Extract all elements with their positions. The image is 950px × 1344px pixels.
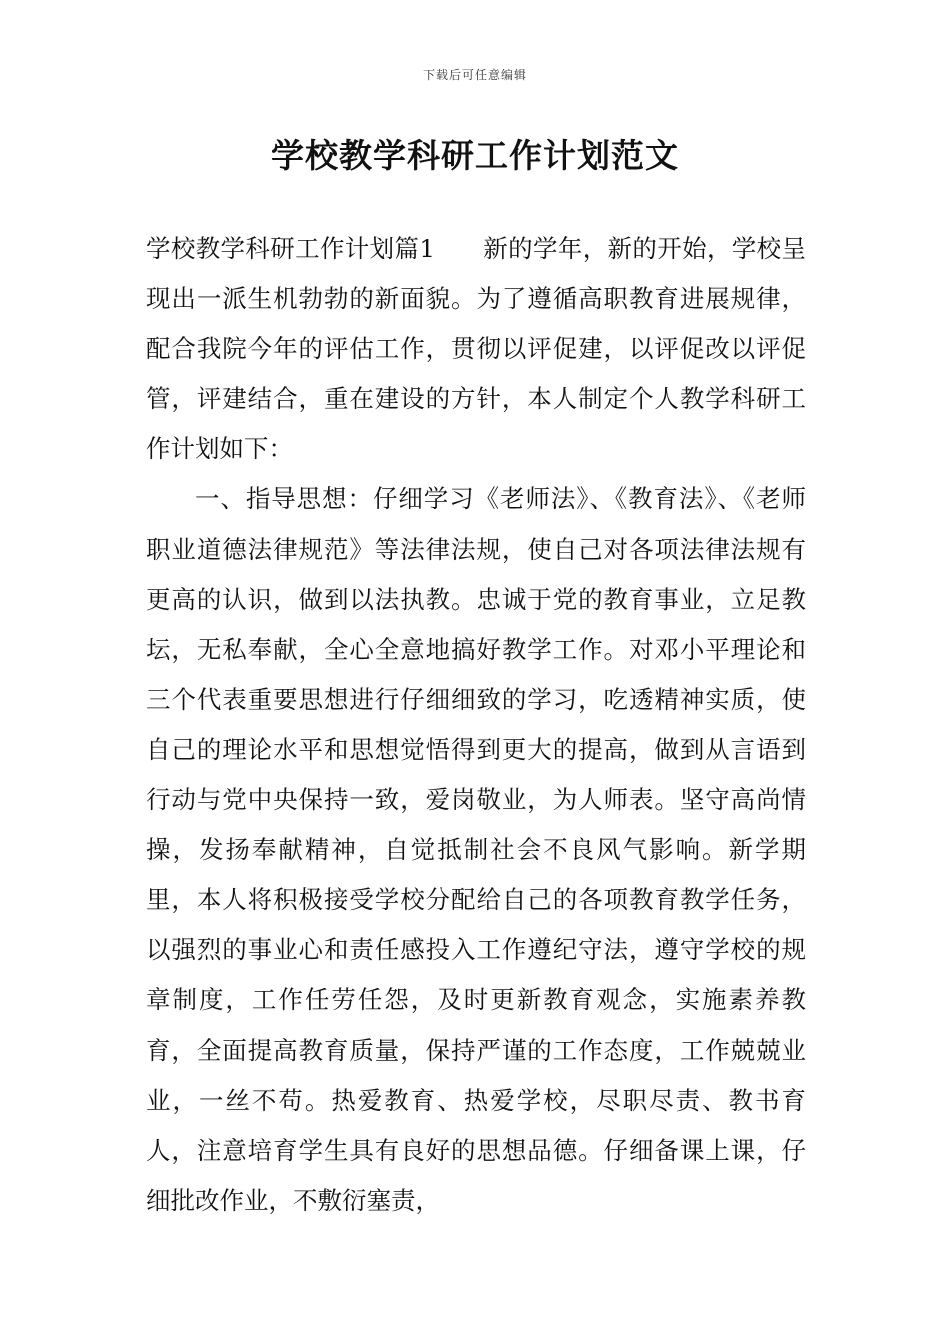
header-note: 下载后可任意编辑 [422, 68, 527, 82]
document-body [146, 224, 806, 1226]
section-heading: 学校教学科研工作计划篇1 [146, 234, 435, 263]
paragraph-guiding-thought: 一、指导思想：仔细学习《老师法》、《教育法》、《老师职业道德法律规范》等法律法规，使自己对各项法律法规有更高的认识，做到以法执教。忠诚于党的教育事业，立足教坛，无私奉献，全心全意地搞好教学工作。对邓小平理论和三个代表重要思想进行仔细细致的学习，吃透精神实质，使自己的理论水平和思想觉悟得到更大的提高，做到从言语到行动与党中央保持一致，爱岗敬业，为人师表。坚守高尚情操，发扬奉献精神，自觉抵制社会不良风气影响。新学期里，本人将积极接受学校分配给自己的各项教育教学任务，以强烈的事业心和责任感投入工作遵纪守法，遵守学校的规章制度，工作任劳任怨，及时更新教育观念，实施素养教育，全面提高教育质量，保持严谨的工作态度，工作兢兢业业，一丝不苟。热爱教育、热爱学校，尽职尽责、教书育人，注意培育学生具有良好的思想品德。仔细备课上课，仔细批改作业，不敷衍塞责， [146, 484, 806, 1215]
document-title: 学校教学科研工作计划范文 [271, 136, 679, 175]
paragraph-text: 新的学年，新的开始，学校呈现出一派生机勃勃的新面貌。为了遵循高职教育进展规律，配合我院今年的评估工作，贯彻以评促建，以评促改以评促管，评建结合，重在建设的方针，本人制定个人教学科研工作计划如下： [146, 234, 807, 464]
paragraph-intro [146, 224, 806, 474]
